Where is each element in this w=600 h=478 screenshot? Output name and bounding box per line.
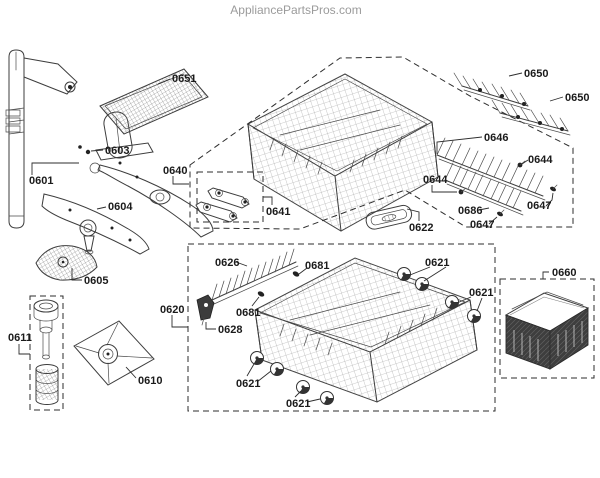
- folding-tine-row-drawing-1: [454, 73, 530, 110]
- part-label-0603: 0603: [105, 145, 130, 157]
- part-label-0647-2: 0647: [470, 219, 495, 231]
- clip-0681-2: [257, 290, 265, 297]
- part-label-0641: 0641: [266, 206, 291, 218]
- upper-spray-arm-drawing: [78, 110, 213, 237]
- part-label-0681-1: 0681: [305, 260, 330, 272]
- part-label-0611: 0611: [8, 332, 32, 344]
- part-label-0622: 0622: [409, 222, 434, 234]
- lower-spray-arm-drawing: [42, 194, 149, 254]
- part-label-0621-3: 0621: [236, 378, 261, 390]
- part-label-0647-1: 0647: [527, 200, 552, 212]
- part-label-0626: 0626: [215, 257, 240, 269]
- part-label-0681-2: 0681: [236, 307, 261, 319]
- part-label-0621-4: 0621: [286, 398, 311, 410]
- part-label-0605: 0605: [84, 275, 109, 287]
- part-label-0651: 0651: [172, 73, 197, 85]
- site-watermark: AppliancePartsPros.com: [230, 3, 362, 17]
- part-label-0646: 0646: [484, 132, 509, 144]
- part-label-0686: 0686: [458, 205, 483, 217]
- part-label-0604: 0604: [108, 201, 133, 213]
- part-label-0650-2: 0650: [565, 92, 590, 104]
- clip-0681-1: [292, 270, 300, 277]
- supply-tube-drawing: [6, 50, 77, 228]
- lower-rack-drawing: [255, 258, 477, 402]
- part-label-0660: 0660: [552, 267, 577, 279]
- part-label-0621-1: 0621: [425, 257, 450, 269]
- bracket-0628-drawing: [197, 295, 214, 325]
- part-label-0610: 0610: [138, 375, 163, 387]
- part-label-0644-2: 0644: [423, 174, 448, 186]
- part-label-0620: 0620: [160, 304, 185, 316]
- part-label-0621-2: 0621: [469, 287, 494, 299]
- part-label-0601: 0601: [29, 175, 54, 187]
- part-label-0644-1: 0644: [528, 154, 553, 166]
- part-label-0628: 0628: [218, 324, 243, 336]
- tine-row-0686-drawing: [445, 163, 523, 215]
- part-label-0650-1: 0650: [524, 68, 549, 80]
- folding-tine-row-drawing-2: [492, 100, 570, 135]
- tine-row-0646-drawing: [437, 138, 545, 200]
- rack-adjuster-drawing: [196, 188, 249, 222]
- filter-assembly-drawing: [34, 300, 58, 405]
- part-label-0640: 0640: [163, 165, 188, 177]
- silverware-basket-drawing: [506, 292, 588, 369]
